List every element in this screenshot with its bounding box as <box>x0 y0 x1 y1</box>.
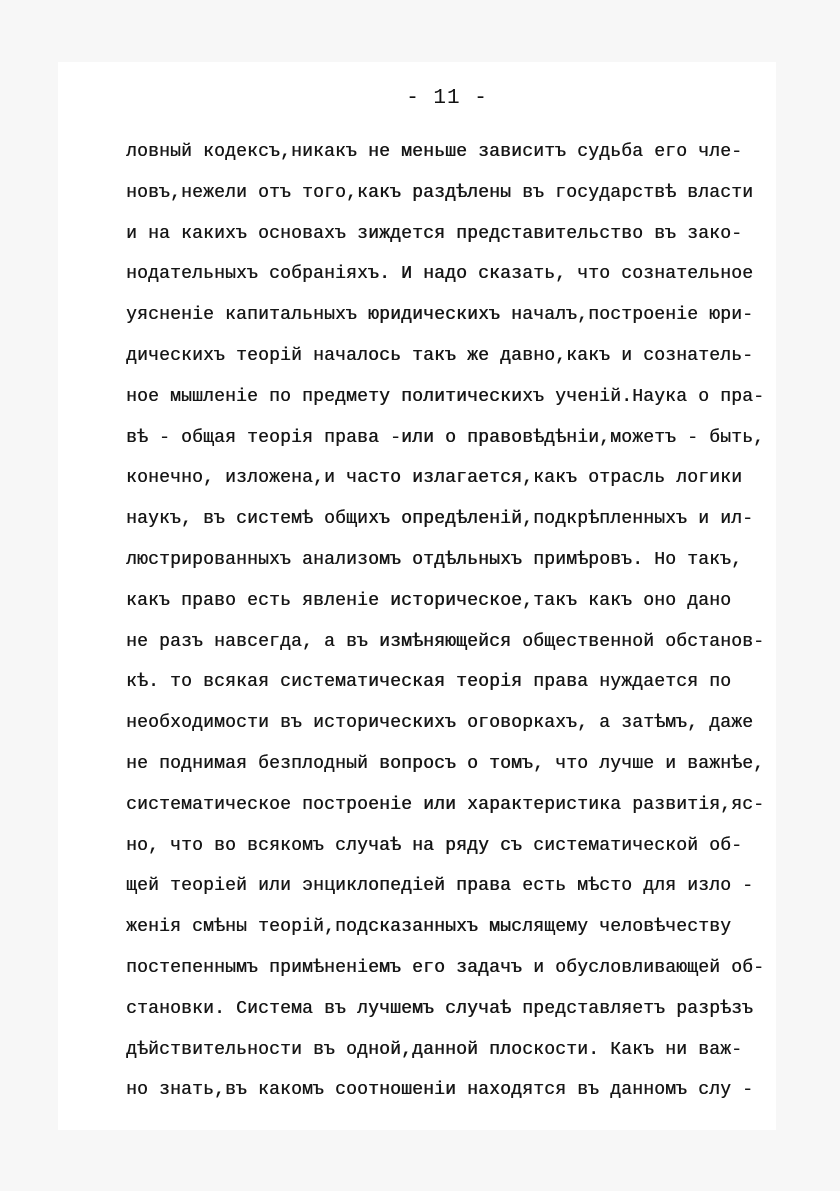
text-line: люстрированныхъ анализомъ отдѣльныхъ примѣровъ. Но такъ, <box>126 549 743 570</box>
page-number: - 11 - <box>406 87 488 110</box>
text-line: систематическое построеніе или характеристика развитія,яс- <box>126 794 765 815</box>
text-line: уясненіе капитальныхъ юридическихъ началъ,построеніе юри- <box>126 305 754 326</box>
text-line: но, что во всякомъ случаѣ на ряду съ систематической об- <box>126 835 743 856</box>
document-page <box>58 62 776 1130</box>
text-line: щей теоріей или энциклопедіей права есть мѣсто для изло - <box>126 876 754 897</box>
text-line: необходимости въ историческихъ оговоркахъ, а затѣмъ, даже <box>126 713 754 734</box>
text-line: кѣ. то всякая систематическая теорія права нуждается по <box>126 672 732 693</box>
text-line: дическихъ теорій началось такъ же давно,какъ и сознатель- <box>126 345 754 366</box>
text-line: не поднимая безплодный вопросъ о томъ, что лучше и важнѣе, <box>126 753 765 774</box>
text-line: постепеннымъ примѣненіемъ его задачъ и обусловливающей об- <box>126 957 765 978</box>
body-text <box>126 132 766 1111</box>
text-line: не разъ навсегда, а въ измѣняющейся общественной обстанов- <box>126 631 765 652</box>
text-line: ловный кодексъ,никакъ не меньше зависитъ судьба его чле- <box>126 142 743 162</box>
text-line: женія смѣны теорій,подсказанныхъ мыслящему человѣчеству <box>126 917 732 938</box>
text-line: какъ право есть явленіе историческое,такъ какъ оно дано <box>126 590 732 611</box>
text-line: наукъ, въ системѣ общихъ опредѣленій,подкрѣпленныхъ и ил- <box>126 509 754 530</box>
text-line: нодательныхъ собраніяхъ. И надо сказать, что сознательное <box>126 264 754 285</box>
text-line: и на какихъ основахъ зиждется представительство въ зако- <box>126 223 743 244</box>
text-line: но знать,въ какомъ соотношеніи находятся въ данномъ слу - <box>126 1080 754 1101</box>
text-line: ное мышленіе по предмету политическихъ ученій.Наука о пра- <box>126 386 765 407</box>
text-line: новъ,нежели отъ того,какъ раздѣлены въ государствѣ власти <box>126 182 754 203</box>
text-line: дѣйствительности въ одной,данной плоскости. Какъ ни важ- <box>126 1039 743 1060</box>
text-line: конечно, изложена,и часто излагается,какъ отрасль логики <box>126 468 743 489</box>
text-line: вѣ - общая теорія права -или о правовѣдѣніи,можетъ - быть, <box>126 427 765 448</box>
text-line: становки. Система въ лучшемъ случаѣ представляетъ разрѣзъ <box>126 998 754 1019</box>
